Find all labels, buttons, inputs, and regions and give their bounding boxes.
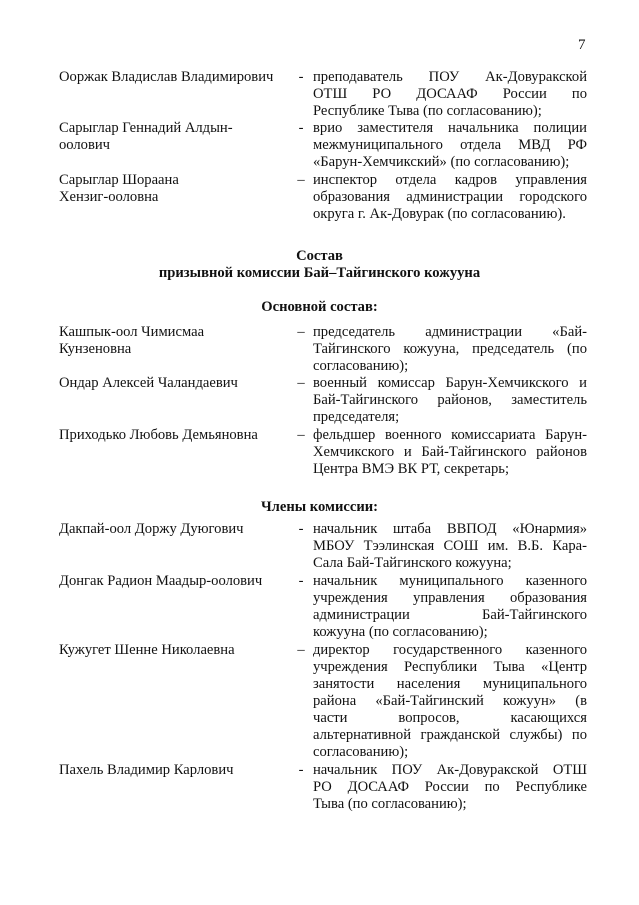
entry-row <box>0 375 639 427</box>
name-line: Сарыглар Геннадий Алдын- <box>59 120 233 136</box>
role-line: инспектор отдела кадров управления <box>313 172 587 188</box>
name-line: Кунзеновна <box>59 341 132 357</box>
person-role <box>313 172 587 223</box>
entry-row <box>0 172 639 223</box>
role-line: фельдшер военного комиссариата Барун- <box>313 427 587 443</box>
entry-row <box>0 120 639 172</box>
person-name <box>59 172 289 206</box>
name-line: оолович <box>59 137 111 153</box>
name-line: Дакпай-оол Доржу Дуюгович <box>59 521 244 537</box>
role-line: администрации Бай-Тайгинского <box>313 607 587 623</box>
role-line: «Барун-Хемчикский» (по согласованию); <box>313 154 570 170</box>
person-name <box>59 427 289 444</box>
main-entries <box>0 324 639 478</box>
role-line: преподаватель ПОУ Ак-Довуракской <box>313 69 587 85</box>
dash: – <box>297 324 305 340</box>
dash: - <box>298 762 304 778</box>
name-line: Сарыглар Шораана <box>59 172 179 188</box>
members-heading: Члены комиссии: <box>260 499 379 515</box>
role-line: врио заместителя начальника полиции <box>313 120 587 136</box>
role-line: начальник ПОУ Ак-Довуракской ОТШ <box>313 762 587 778</box>
person-name <box>59 642 289 659</box>
role-line: Республике Тыва (по согласованию); <box>313 103 542 119</box>
role-line: района «Бай-Тайгинский кожуун» (в <box>313 693 587 709</box>
role-line: Тыва (по согласованию); <box>313 796 467 812</box>
name-line: Кашпык-оол Чимисмаа <box>59 324 205 340</box>
dash: – <box>297 427 305 443</box>
entry-row <box>0 69 639 120</box>
role-line: председатель администрации «Бай- <box>313 324 587 340</box>
role-line: межмуниципального отдела МВД РФ <box>313 137 587 153</box>
dash: – <box>297 172 305 188</box>
person-role <box>313 642 587 761</box>
role-line: согласованию); <box>313 744 409 760</box>
person-role <box>313 521 587 572</box>
dash: - <box>298 120 304 136</box>
person-name <box>59 375 289 392</box>
composition-subtitle: призывной комиссии Бай–Тайгинского кожууна <box>158 265 481 281</box>
person-name <box>59 573 289 590</box>
role-line: округа г. Ак-Довурак (по согласованию). <box>313 206 566 222</box>
dash: – <box>297 375 305 391</box>
name-line: Ондар Алексей Чаландаевич <box>59 375 238 391</box>
person-role <box>313 120 587 171</box>
role-line: альтернативной гражданской службы) по <box>313 727 587 743</box>
role-line: начальник муниципального казенного <box>313 573 587 589</box>
role-line: учреждения управления образования <box>313 590 587 606</box>
person-role <box>313 762 587 813</box>
person-role <box>313 324 587 375</box>
person-name <box>59 120 289 154</box>
person-name <box>59 324 289 358</box>
member-entries <box>0 521 639 813</box>
role-line: РО ДОСААФ России по Республике <box>313 779 587 795</box>
role-line: части вопросов, касающихся <box>313 710 587 726</box>
person-name <box>59 69 289 86</box>
person-role <box>313 573 587 641</box>
name-line: Кужугет Шенне Николаевна <box>59 642 235 658</box>
person-role <box>313 375 587 426</box>
person-role <box>313 427 587 478</box>
dash: - <box>298 573 304 589</box>
dash: – <box>297 642 305 658</box>
role-line: занятости населения муниципального <box>313 676 587 692</box>
role-line: председателя; <box>313 409 400 425</box>
role-line: Хемчикского и Бай-Тайгинского районов <box>313 444 587 460</box>
entry-row <box>0 642 639 762</box>
entry-row <box>0 573 639 642</box>
name-line: Пахель Владимир Карлович <box>59 762 234 778</box>
role-line: директор государственного казенного <box>313 642 587 658</box>
entry-row <box>0 427 639 478</box>
role-line: Центра ВМЭ ВК РТ, секретарь; <box>313 461 509 477</box>
page-number: 7 <box>578 37 586 53</box>
role-line: начальник штаба ВВПОД «Юнармия» <box>313 521 587 537</box>
entry-row <box>0 762 639 813</box>
entry-row <box>0 324 639 375</box>
dash: - <box>298 521 304 537</box>
role-line: Бай-Тайгинского районов, заместитель <box>313 392 587 408</box>
main-composition-heading: Основной состав: <box>261 299 378 315</box>
role-line: учреждения Республики Тыва «Центр <box>313 659 587 675</box>
role-line: согласованию); <box>313 358 409 374</box>
name-line: Приходько Любовь Демьяновна <box>59 427 258 443</box>
person-name <box>59 521 289 538</box>
composition-title: Состав <box>296 248 343 264</box>
person-name <box>59 762 289 779</box>
role-line: Сала Бай-Тайгинского кожууна; <box>313 555 512 571</box>
role-line: ОТШ РО ДОСААФ России по <box>313 86 587 102</box>
name-line: Ооржак Владислав Владимирович <box>59 69 274 85</box>
role-line: образования администрации городского <box>313 189 587 205</box>
role-line: кожууна (по согласованию); <box>313 624 488 640</box>
dash: - <box>298 69 304 85</box>
top-entries <box>0 69 639 223</box>
role-line: МБОУ Тээлинская СОШ им. В.Б. Кара- <box>313 538 587 554</box>
entry-row <box>0 521 639 573</box>
role-line: военный комиссар Барун-Хемчикского и <box>313 375 587 391</box>
name-line: Хензиг-ооловна <box>59 189 159 205</box>
role-line: Тайгинского кожууна, председатель (по <box>313 341 587 357</box>
name-line: Донгак Радион Маадыр-оолович <box>59 573 263 589</box>
person-role <box>313 69 587 120</box>
